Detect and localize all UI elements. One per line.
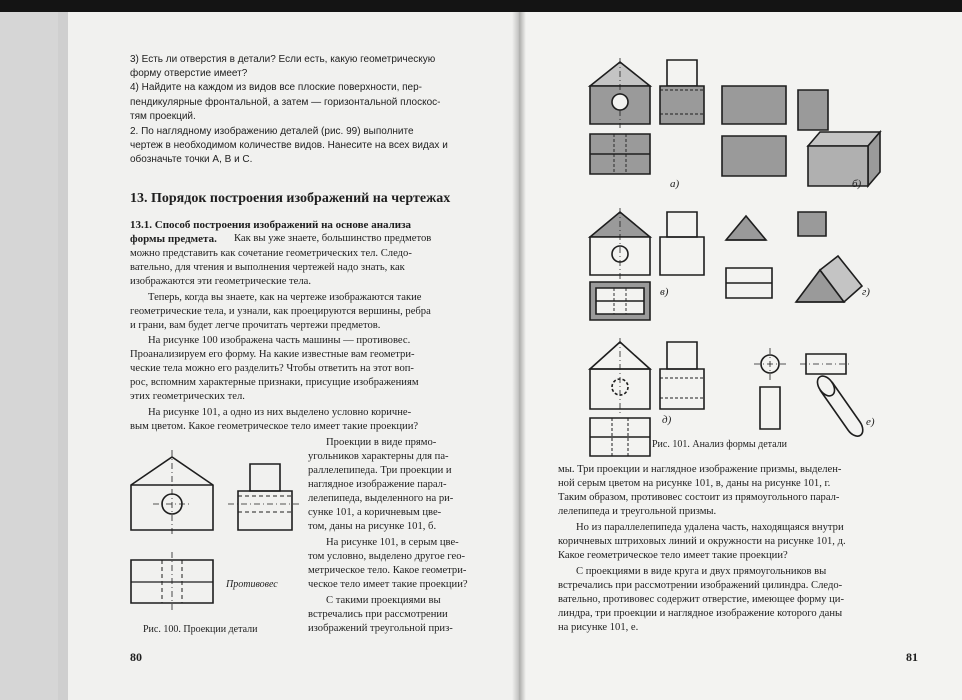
body-line: Теперь, когда вы знаете, как на чертеже изображаются такие [148,292,422,303]
side-line: сунке 101, а коричневым цве- [308,507,442,518]
side-line: С такими проекциями вы [326,595,441,606]
scan-top-border [0,0,962,12]
body-line: ной серым цветом на рисунке 101, в, даны на рисунке 101, г. [558,478,831,489]
side-line: изображений треугольной приз- [308,623,453,634]
fig101-a [590,58,704,174]
body-line: линдра, три проекции и наглядное изображение которого даны [558,608,843,619]
book-gutter [512,12,526,700]
fig101-letter-d: д) [662,414,672,426]
question-line: тям проекций. [130,111,196,122]
question-line: пендикулярные фронтальной, а затем — горизонтальной плоскос- [130,97,441,108]
subsection-title: 13.1. Способ построения изображений на основе анализа [130,219,412,231]
body-line: этих геометрических тел. [130,391,245,402]
fig101-e [754,348,863,436]
left-page [68,12,520,700]
side-line: наглядное изображение парал- [308,479,447,490]
body-line: вательно, для чтения и выполнения чертежей надо знать, как [130,262,405,273]
body-line: На рисунке 101, а одно из них выделено условно коричне- [148,407,412,418]
side-line: лелепипеда, выделенного на ри- [308,493,454,504]
body-line: Какое геометрическое тело имеет такие проекции? [558,550,788,561]
question-line: чертеж в необходимом количестве видов. Нанесите на всех видах и [130,140,448,151]
body-line: изображаются эти геометрические тела. [130,276,312,287]
side-line: раллелепипеда. Три проекции и [308,465,452,476]
body-line: вым цветом. Какое геометрическое тело имеет такие проекции? [130,421,419,432]
body-line: Таким образом, противовес состоит из прямоугольного парал- [558,492,840,503]
fig100-side-view-top [250,464,280,491]
body-line: коричневых штриховых линий и окружности на рисунке 101, д. [558,536,846,547]
figure-100 [68,12,520,700]
body-line: лелепипеда и треугольной призмы. [558,506,717,517]
fig101-g [726,212,862,302]
fig101-b [722,86,880,186]
page-number-right: 81 [906,650,918,664]
side-line: том, даны на рисунке 101, б. [308,521,437,532]
fig101-v [590,208,704,320]
side-line: угольников характерны для па- [308,451,449,462]
fig101-letter-e: е) [866,416,875,428]
side-line: Проекции в виде прямо- [326,437,437,448]
fig101-letter-b: б) [852,178,862,190]
side-line: ческое тело имеет такие проекции? [308,579,468,590]
body-line: С проекциями в виде круга и двух прямоугольников вы [576,566,827,577]
fig100-caption: Рис. 100. Проекции детали [143,624,258,635]
side-line: На рисунке 101, в серым цве- [326,537,459,548]
fig101-letter-g: г) [862,286,870,298]
body-line: На рисунке 100 изображена часть машины — противовес. [148,335,411,346]
side-line: метрическое тело. Какое геометри- [308,565,467,576]
side-line: встречались при рассмотрении [308,609,448,620]
fig101-letter-v: в) [660,286,669,298]
body-line: Как вы уже знаете, большинство предметов [234,233,432,244]
body-line: геометрические тела, и узнали, как проецируются вершины, ребра [130,306,431,317]
body-line: и грани, вам будет легче прочитать чертежи предметов. [130,320,381,331]
body-line: вательно, противовес содержит отверстие, имеющее форму ци- [558,594,844,605]
subsection-title-cont: формы предмета. [130,233,217,245]
body-line: можно представить как сочетание геометрических тел. Следо- [130,248,412,259]
question-line: обозначьте точки А, В и С. [130,154,253,165]
body-line: ческие тела можно его разделить? Чтобы ответить на этот воп- [130,363,414,374]
body-line: рос, вспомним характерные признаки, присущие изображениям [130,377,419,388]
fig100-side-view-base [238,491,292,530]
body-line: мы. Три проекции и наглядное изображение призмы, выделен- [558,464,842,475]
fig101-letter-a: а) [670,178,680,190]
question-line: 3) Есть ли отверстия в детали? Если есть, какую геометрическую [130,54,436,65]
body-line: Но из параллелепипеда удалена часть, находящаяся внутри [576,522,844,533]
question-line: 4) Найдите на каждом из видов все плоские поверхности, пер- [130,82,422,93]
fig101-caption: Рис. 101. Анализ формы детали [652,439,788,450]
question-line: форму отверстие имеет? [130,68,248,79]
fig100-label: Противовес [226,579,278,590]
body-line: встречались при рассмотрении изображений цилиндра. Следо- [558,580,843,591]
scan-left-edge [58,12,68,700]
question-line: 2. По наглядному изображению деталей (рис. 99) выполните [130,126,414,137]
body-line: Проанализируем его форму. На какие известные вам геометри- [130,349,415,360]
page-number-left: 80 [130,650,142,664]
body-line: на рисунке 101, е. [558,622,639,633]
right-page [520,12,962,700]
section-title: 13. Порядок построения изображений на чертежах [130,191,451,206]
side-line: том условно, выделено другое гео- [308,551,466,562]
